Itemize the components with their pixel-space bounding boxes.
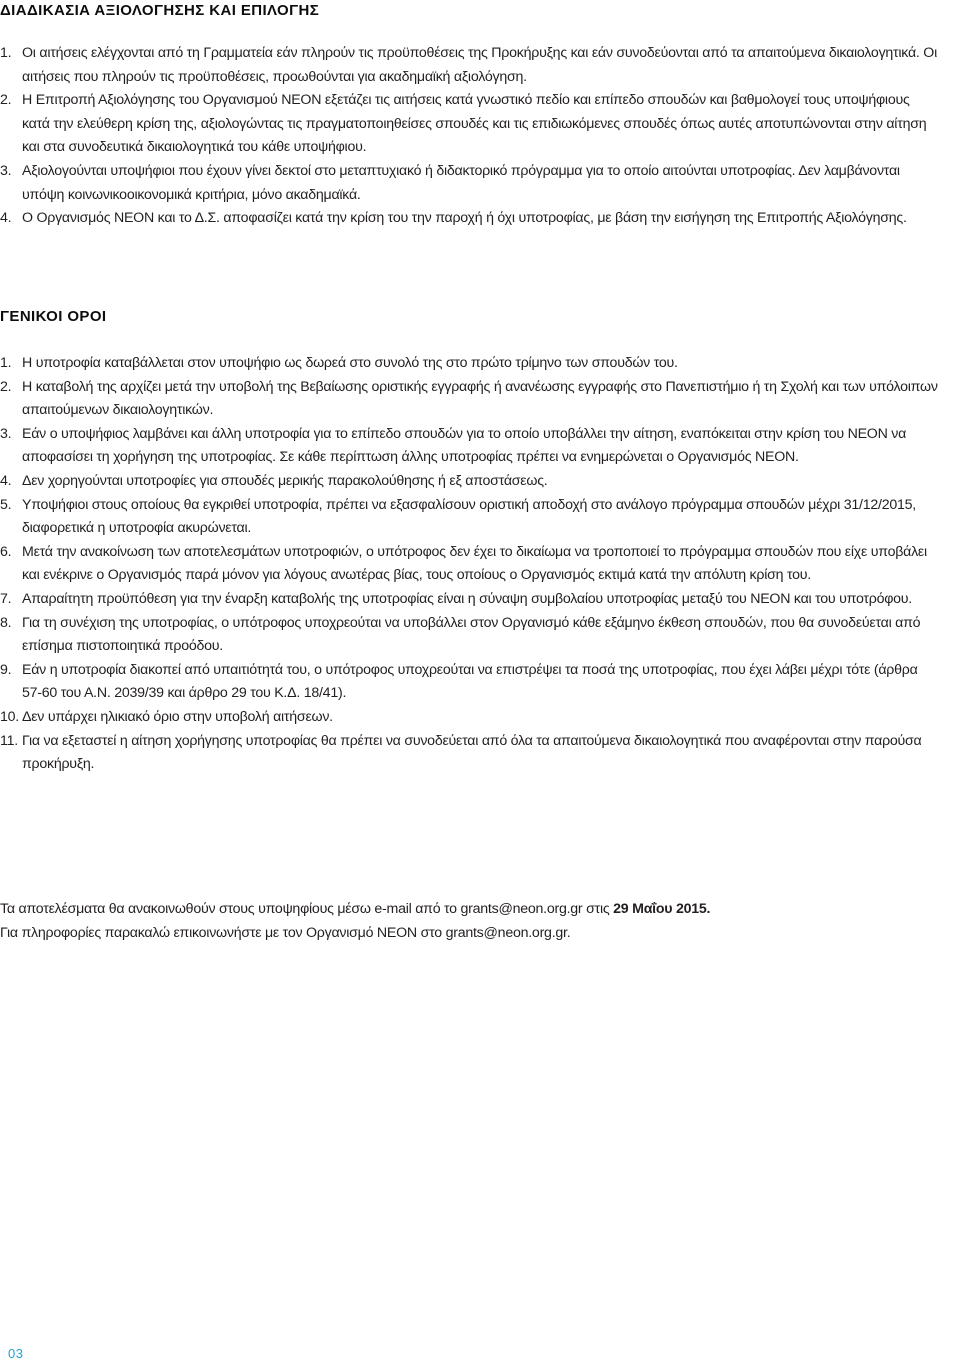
list-item bbox=[0, 541, 940, 588]
list-item bbox=[0, 352, 940, 376]
list-item bbox=[0, 42, 940, 89]
item-text: Δεν υπάρχει ηλικιακό όριο στην υποβολή αιτήσεων. bbox=[22, 708, 333, 725]
list-item bbox=[0, 89, 940, 160]
list-item bbox=[0, 588, 940, 612]
page-number: 03 bbox=[8, 1346, 24, 1361]
item-number: 4. bbox=[0, 472, 12, 489]
item-text: Οι αιτήσεις ελέγχονται από τη Γραμματεία εάν πληρούν τις προϋποθέσεις της Προκήρυξης και εάν συνοδεύονται από τα απαιτούμενα δικαιολογητικά. Οι αιτήσεις που πληρούν τις προϋποθέσεις, προωθούνται για ακαδημαϊκή αξιολόγηση. bbox=[22, 45, 937, 85]
item-number: 3. bbox=[0, 425, 12, 442]
closing-notes bbox=[0, 898, 940, 945]
item-text: Για να εξεταστεί η αίτηση χορήγησης υποτροφίας θα πρέπει να συνοδεύεται από όλα τα απαιτούμενα δικαιολογητικά που αναφέρονται στην παρούσα προκήρυξη. bbox=[22, 732, 922, 773]
list-item bbox=[0, 706, 940, 730]
contact-info: Για πληροφορίες παρακαλώ επικοινωνήστε με τον Οργανισμό ΝΕΟΝ στο grants@neon.org.gr. bbox=[0, 924, 571, 941]
results-date: 29 Μαΐου 2015. bbox=[613, 901, 711, 917]
list-item bbox=[0, 612, 940, 659]
item-text: Η Επιτροπή Αξιολόγησης του Οργανισμού ΝΕΟΝ εξετάζει τις αιτήσεις κατά γνωστικό πεδίο και επίπεδο σπουδών και βαθμολογεί τους υποψήφιους κατά την ελεύθερη κρίση της, αξιολογώντας τις πραγματοποιηθείσες σπουδές και τις επιδιωκόμενες σπουδές όπως αυτές αποτυπώνονται στην αίτηση και στα συνοδευτικά δικαιολογητικά του κάθε υποψήφιου. bbox=[22, 92, 927, 156]
item-number: 10. bbox=[0, 708, 19, 725]
section-title-general-terms: ΓΕΝΙΚΟΙ ΟΡΟΙ bbox=[0, 308, 107, 325]
item-number: 2. bbox=[0, 378, 12, 395]
item-text: Υποψήφιοι στους οποίους θα εγκριθεί υποτροφία, πρέπει να εξασφαλίσουν οριστική αποδοχή στο ανάλογο πρόγραμμα σπουδών μέχρι 31/12/2015, διαφορετικά η υποτροφία ακυρώνεται. bbox=[22, 496, 916, 537]
item-text: Εάν η υποτροφία διακοπεί από υπαιτιότητά του, ο υπότροφος υποχρεούται να επιστρέψει τα ποσά της υποτροφίας, που έχει λάβει μέχρι τότε (άρθρα 57-60 του Α.Ν. 2039/39 και άρθρο 29 του Κ.Δ. 18/41). bbox=[22, 661, 918, 702]
item-number: 1. bbox=[0, 45, 12, 61]
list-item bbox=[0, 423, 940, 470]
section-title-evaluation: ΔΙΑΔΙΚΑΣΙΑ ΑΞΙΟΛΟΓΗΣΗΣ ΚΑΙ ΕΠΙΛΟΓΗΣ bbox=[0, 2, 320, 19]
item-number: 11. bbox=[0, 732, 18, 749]
item-number: 8. bbox=[0, 614, 12, 631]
item-text: Ο Οργανισμός ΝΕΟΝ και το Δ.Σ. αποφασίζει κατά την κρίση του την παροχή ή όχι υποτροφίας, με βάση την εισήγηση της Επιτροπής Αξιολόγησης. bbox=[22, 210, 907, 227]
item-text: Εάν ο υποψήφιος λαμβάνει και άλλη υποτροφία για το επίπεδο σπουδών για το οποίο υποβάλλει την αίτηση, εναπόκειται στην κρίση του ΝΕΟΝ να αποφασίσει τη χορήγηση της υποτροφίας. Σε κάθε περίπτωση άλλης υποτροφίας πρέπει να ενημερώνεται ο Οργανισμός ΝΕΟΝ. bbox=[22, 425, 907, 466]
item-number: 7. bbox=[0, 590, 12, 607]
item-text: Απαραίτητη προϋπόθεση για την έναρξη καταβολής της υποτροφίας είναι η σύναψη συμβολαίου υποτροφίας μεταξύ του ΝΕΟΝ και του υποτρόφου. bbox=[22, 590, 912, 607]
item-number: 3. bbox=[0, 162, 12, 179]
list-item bbox=[0, 207, 940, 231]
item-number: 2. bbox=[0, 92, 12, 109]
item-text: Μετά την ανακοίνωση των αποτελεσμάτων υποτροφιών, ο υπότροφος δεν έχει το δικαίωμα να τροποποιεί το πρόγραμμα σπουδών που είχε υποβάλει και ενέκρινε ο Οργανισμός παρά μόνον για λόγους ανωτέρας βίας, τους οποίους ο Οργανισμός εκτιμά κατά την απόλυτη κρίση του. bbox=[22, 543, 927, 584]
results-announcement-text: Τα αποτελέσματα θα ανακοινωθούν στους υποψηφίους μέσω e-mail από το grants@neon.org.gr στις bbox=[0, 901, 610, 917]
item-text: Η καταβολή της αρχίζει μετά την υποβολή της Βεβαίωσης οριστικής εγγραφής ή ανανέωσης εγγραφής στο Πανεπιστήμιο ή τη Σχολή και των υπόλοιπων απαιτούμενων δικαιολογητικών. bbox=[22, 378, 938, 419]
item-text: Η υποτροφία καταβάλλεται στον υποψήφιο ως δωρεά στο συνολό της στο πρώτο τρίμηνο των σπουδών του. bbox=[22, 355, 678, 371]
list-item bbox=[0, 494, 940, 541]
item-text: Αξιολογούνται υποψήφιοι που έχουν γίνει δεκτοί στο μεταπτυχιακό ή διδακτορικό πρόγραμμα για το οποίο αιτούνται υποτροφίας. Δεν λαμβάνονται υπόψη κοινωνικοοικονομικά κριτήρια, μόνο ακαδημαϊκά. bbox=[22, 162, 900, 203]
item-number: 4. bbox=[0, 210, 12, 227]
item-number: 1. bbox=[0, 355, 12, 371]
list-item bbox=[0, 376, 940, 423]
item-number: 9. bbox=[0, 661, 12, 678]
list-item bbox=[0, 160, 940, 207]
general-terms-list bbox=[0, 352, 940, 777]
item-text: Δεν χορηγούνται υποτροφίες για σπουδές μερικής παρακολούθησης ή εξ αποστάσεως. bbox=[22, 472, 548, 489]
list-item bbox=[0, 730, 940, 777]
evaluation-procedure-list bbox=[0, 42, 940, 231]
item-number: 5. bbox=[0, 496, 12, 513]
results-announcement bbox=[0, 898, 940, 922]
list-item bbox=[0, 659, 940, 706]
list-item bbox=[0, 470, 940, 494]
item-number: 6. bbox=[0, 543, 12, 560]
item-text: Για τη συνέχιση της υποτροφίας, ο υπότροφος υποχρεούται να υποβάλλει στον Οργανισμό κάθε εξάμηνο έκθεση σπουδών, που θα συνοδεύεται από επίσημα πιστοποιητικά προόδου. bbox=[22, 614, 921, 655]
